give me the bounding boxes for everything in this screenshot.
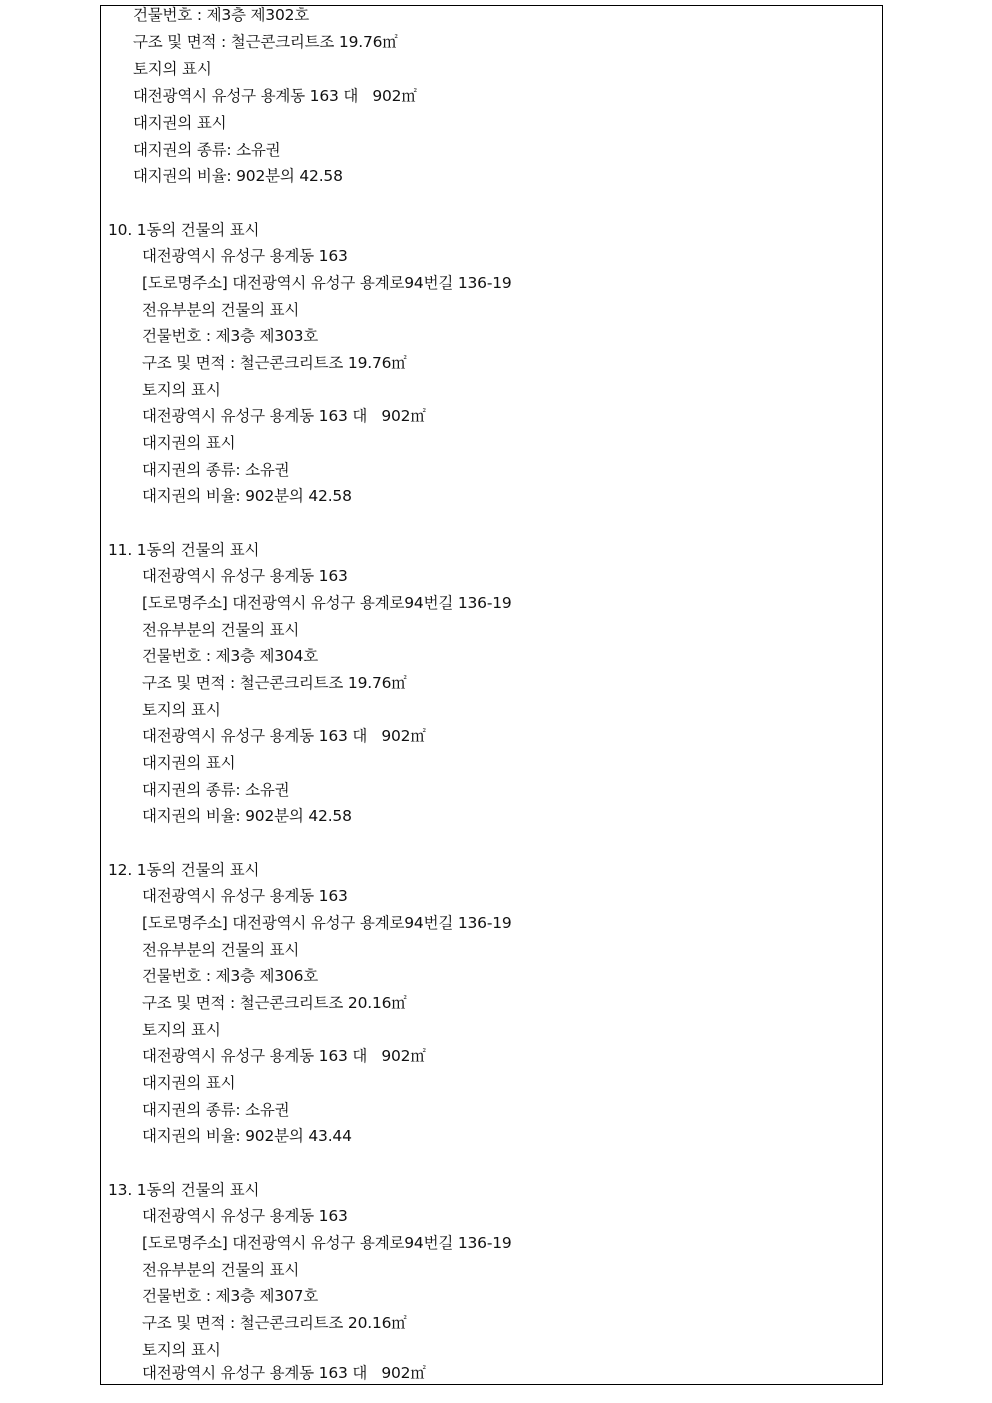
section-line: 대지권의 표시	[142, 434, 236, 452]
section-line: 건물번호 : 제3층 제304호	[142, 647, 319, 665]
section-line: 대지권의 표시	[142, 754, 236, 772]
structure-area-line: 구조 및 면적 : 철근콘크리트조 19.76㎡	[133, 33, 398, 51]
section-line: 대지권의 종류: 소유권	[142, 781, 290, 799]
section-line: 전유부분의 건물의 표시	[142, 621, 300, 639]
section-line: 대지권의 비율: 902분의 42.58	[142, 807, 352, 825]
section-line: 구조 및 면적 : 철근콘크리트조 19.76㎡	[142, 674, 407, 692]
section-line: 전유부분의 건물의 표시	[142, 301, 300, 319]
section-line: 대전광역시 유성구 용계동 163 대 902㎡	[142, 727, 426, 745]
section-line: [도로명주소] 대전광역시 유성구 용계로94번길 136-19	[142, 274, 512, 292]
section-heading: 11. 1동의 건물의 표시	[108, 541, 260, 559]
section-line: 건물번호 : 제3층 제303호	[142, 327, 319, 345]
section-line: 토지의 표시	[142, 381, 221, 399]
section-line: 구조 및 면적 : 철근콘크리트조 20.16㎡	[142, 1314, 407, 1332]
land-right-type-line: 대지권의 종류: 소유권	[133, 141, 281, 159]
section-line: 대지권의 비율: 902분의 42.58	[142, 487, 352, 505]
section-line: 대지권의 종류: 소유권	[142, 1101, 290, 1119]
section-line: 대전광역시 유성구 용계동 163 대 902㎡	[142, 1364, 426, 1382]
section-line: [도로명주소] 대전광역시 유성구 용계로94번길 136-19	[142, 594, 512, 612]
section-line: 대전광역시 유성구 용계동 163	[142, 1207, 348, 1225]
section-line: 대지권의 표시	[142, 1074, 236, 1092]
section-line: 대전광역시 유성구 용계동 163	[142, 247, 348, 265]
land-label-line: 토지의 표시	[133, 60, 212, 78]
section-heading: 12. 1동의 건물의 표시	[108, 861, 260, 879]
section-line: 토지의 표시	[142, 1341, 221, 1359]
section-line: 구조 및 면적 : 철근콘크리트조 19.76㎡	[142, 354, 407, 372]
land-address-line: 대전광역시 유성구 용계동 163 대 902㎡	[133, 87, 417, 105]
section-line: 대전광역시 유성구 용계동 163 대 902㎡	[142, 407, 426, 425]
section-line: 대지권의 비율: 902분의 43.44	[142, 1127, 352, 1145]
section-line: 전유부분의 건물의 표시	[142, 1261, 300, 1279]
section-line: 대전광역시 유성구 용계동 163	[142, 887, 348, 905]
section-line: 구조 및 면적 : 철근콘크리트조 20.16㎡	[142, 994, 407, 1012]
section-line: [도로명주소] 대전광역시 유성구 용계로94번길 136-19	[142, 914, 512, 932]
section-line: [도로명주소] 대전광역시 유성구 용계로94번길 136-19	[142, 1234, 512, 1252]
document-frame	[100, 5, 883, 1385]
section-line: 전유부분의 건물의 표시	[142, 941, 300, 959]
section-line: 건물번호 : 제3층 제307호	[142, 1287, 319, 1305]
section-heading: 13. 1동의 건물의 표시	[108, 1181, 260, 1199]
section-line: 대전광역시 유성구 용계동 163	[142, 567, 348, 585]
section-line: 토지의 표시	[142, 1021, 221, 1039]
section-line: 토지의 표시	[142, 701, 221, 719]
section-line: 대지권의 종류: 소유권	[142, 461, 290, 479]
land-right-label-line: 대지권의 표시	[133, 114, 227, 132]
section-line: 건물번호 : 제3층 제306호	[142, 967, 319, 985]
section-line: 대전광역시 유성구 용계동 163 대 902㎡	[142, 1047, 426, 1065]
land-right-ratio-line: 대지권의 비율: 902분의 42.58	[133, 167, 343, 185]
building-number-line: 건물번호 : 제3층 제302호	[133, 6, 310, 24]
section-heading: 10. 1동의 건물의 표시	[108, 221, 260, 239]
